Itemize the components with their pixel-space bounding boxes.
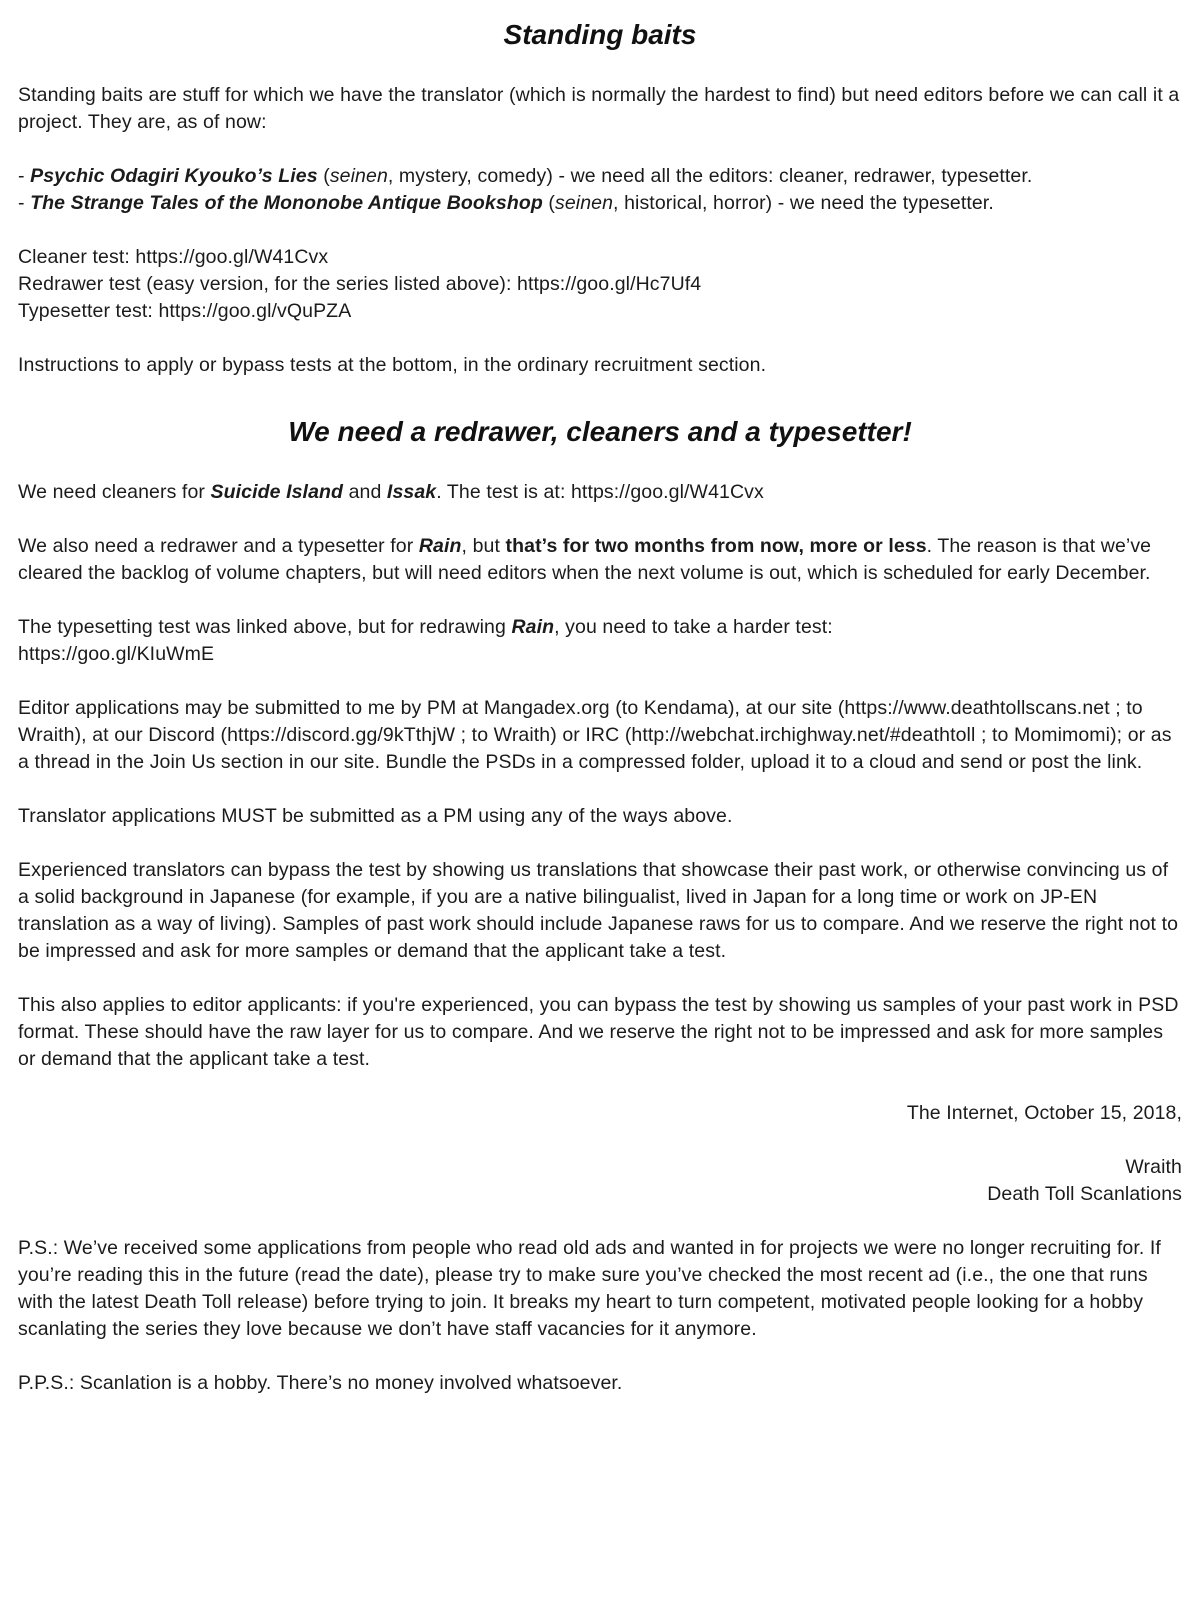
- text-segment: , mystery, comedy) - we need all the editors: cleaner, redrawer, typesetter.: [387, 165, 1033, 187]
- intro-paragraph: [18, 82, 1182, 136]
- text-segment: We also need a redrawer and a typesetter for: [18, 535, 419, 557]
- redrawer-need: [18, 533, 1182, 587]
- dateline: [18, 1100, 1182, 1127]
- signature-group: Death Toll Scanlations: [987, 1183, 1182, 1205]
- text-segment: (: [317, 165, 330, 187]
- text-segment: , you need to take a harder test:: [554, 616, 833, 638]
- text-segment: Redrawer test (easy version, for the series listed above):: [18, 273, 518, 295]
- url: https://goo.gl/KIuWmE: [18, 643, 215, 665]
- signature: [18, 1154, 1182, 1208]
- series-title: Issak: [386, 481, 437, 503]
- translator-applications: [18, 803, 1182, 830]
- instructions-note: [18, 352, 1182, 379]
- text-segment: . The reason is that we’ve cleared the backlog of volume chapters, but will need editors when the next volume is out, which is scheduled for early December.: [18, 535, 1152, 584]
- text-segment: (: [542, 192, 555, 214]
- test-links: [18, 244, 1182, 325]
- text-segment: -: [18, 192, 31, 214]
- text-segment: seinen: [329, 165, 388, 187]
- text-segment: This also applies to editor applicants: if you're experienced, you can bypass the test by showing us samples of your past work in PSD format. These should have the raw layer for us to compare. And we reserve the right not to be impressed and ask for more samples or demand that the applicant take a test.: [18, 994, 1179, 1070]
- text-segment: that’s for two months from now, more or less: [505, 535, 927, 557]
- text-segment: Translator applications MUST be submitted as a PM using any of the ways above.: [18, 805, 733, 827]
- text-segment: , historical, horror) - we need the typesetter.: [613, 192, 994, 214]
- typesetting-test: [18, 614, 1182, 668]
- text-segment: Experienced translators can bypass the test by showing us translations that showcase their past work, or otherwise convincing us of a solid background in Japanese (for example, if you are a native bilingualist, lived in Japan for a long time or work on JP-EN translation as a way of living). Samples of past work should include Japanese raws for us to compare. And we reserve the right not to be impressed and ask for more samples or demand that the applicant take a test.: [18, 859, 1179, 962]
- document-body: [18, 16, 1182, 1397]
- signature-name: Wraith: [1125, 1156, 1182, 1178]
- url: https://goo.gl/W41Cvx: [570, 481, 764, 503]
- url: https://goo.gl/vQuPZA: [158, 300, 352, 322]
- text-segment: Standing baits are stuff for which we have the translator (which is normally the hardest to find) but need editors before we can call it a project. They are, as of now:: [18, 84, 1180, 133]
- text-segment: P.S.: We’ve received some applications from people who read old ads and wanted in for projects we were no longer recruiting for. If you’re reading this in the future (read the date), please try to make sure you’ve checked the most recent ad (i.e., the one that runs with the latest Death Toll release) before trying to join. It breaks my heart to turn competent, motivated people looking for a hobby scanlating the series they love because we don’t have staff vacancies for it anymore.: [18, 1237, 1161, 1340]
- series-title: Psychic Odagiri Kyouko’s Lies: [30, 165, 318, 187]
- pps-paragraph: [18, 1370, 1182, 1397]
- series-title: The Strange Tales of the Mononobe Antique Bookshop: [30, 192, 543, 214]
- editor-bypass: [18, 992, 1182, 1073]
- text-segment: , but: [461, 535, 506, 557]
- translator-bypass: [18, 857, 1182, 965]
- text-segment: The typesetting test was linked above, but for redrawing: [18, 616, 512, 638]
- text-segment: seinen: [554, 192, 614, 214]
- series-title: Rain: [418, 535, 462, 557]
- text-segment: Typesetter test:: [18, 300, 159, 322]
- bait-list: [18, 163, 1182, 217]
- ps-paragraph: [18, 1235, 1182, 1343]
- url: https://goo.gl/Hc7Uf4: [517, 273, 702, 295]
- text-segment: P.P.S.: Scanlation is a hobby. There’s no money involved whatsoever.: [18, 1372, 623, 1394]
- text-segment: Editor applications may be submitted to me by PM at Mangadex.org (to Kendama), at our site (https://www.deathtollscans.net ; to Wraith), at our Discord (https://discord.gg/9kTthjW ; to Wraith) or IRC (http://webchat.irchighway.net/#deathtoll ; to Momimomi); or as a thread in the Join Us section in our site. Bundle the PSDs in a compressed folder, upload it to a cloud and send or post the link.: [18, 697, 1172, 773]
- text-segment: Instructions to apply or bypass tests at the bottom, in the ordinary recruitment section.: [18, 354, 767, 376]
- text-segment: and: [343, 481, 387, 503]
- text-segment: . The test is at:: [436, 481, 571, 503]
- text-segment: Cleaner test:: [18, 246, 136, 268]
- title-heading: Standing baits: [503, 19, 697, 50]
- series-title: Suicide Island: [210, 481, 344, 503]
- text-segment: The Internet, October 15, 2018,: [906, 1102, 1182, 1124]
- editor-applications: [18, 695, 1182, 776]
- series-title: Rain: [511, 616, 555, 638]
- text-segment: We need cleaners for: [18, 481, 211, 503]
- cleaners-need: [18, 479, 1182, 506]
- text-segment: -: [18, 165, 31, 187]
- url: https://goo.gl/W41Cvx: [135, 246, 329, 268]
- recruitment-heading: We need a redrawer, cleaners and a typesetter!: [288, 416, 912, 447]
